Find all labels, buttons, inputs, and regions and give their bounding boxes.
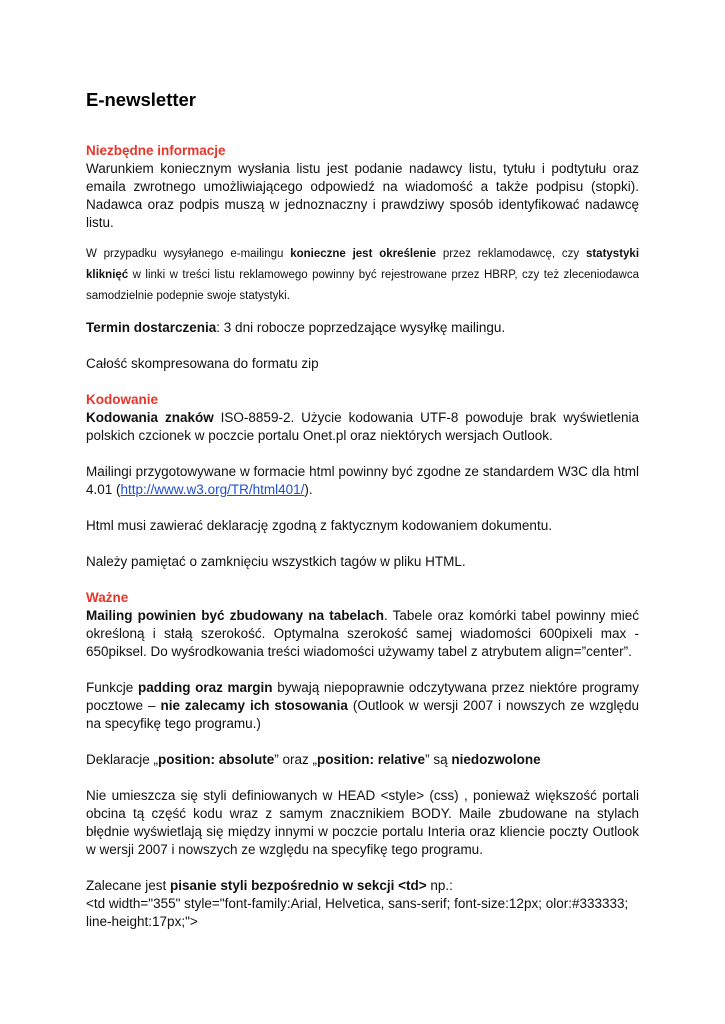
w3c-link[interactable]: http://www.w3.org/TR/html401/	[120, 482, 305, 497]
close-tags-paragraph: Należy pamiętać o zamknięciu wszystkich tagów w pliku HTML.	[86, 554, 466, 569]
declaration-paragraph: Html musi zawierać deklarację zgodną z faktycznym kodowaniem dokumentu.	[86, 518, 552, 533]
zip-paragraph: Całość skompresowana do formatu zip	[86, 356, 319, 371]
encoding-paragraph: Kodowania znaków ISO-8859-2. Użycie kodowania UTF-8 powoduje brak wyświetlenia polskich czcionek w poczcie portalu Onet.pl oraz niektórych wersjach Outlook.	[86, 410, 640, 443]
section-heading-important: Ważne	[86, 590, 129, 605]
section-heading-required-info: Niezbędne informacje	[86, 143, 226, 158]
position-paragraph: Deklaracje „position: absolute” oraz „position: relative” są niedozwolone	[86, 752, 541, 767]
document-page	[86, 88, 639, 931]
w3c-paragraph: Mailingi przygotowywane w formacie html powinny być zgodne ze standardem W3C dla html 4.01 (http://www.w3.org/TR/html401/).	[86, 464, 639, 497]
delivery-term-paragraph: Termin dostarczenia: 3 dni robocze poprzedzające wysyłkę mailingu.	[86, 320, 506, 335]
statistics-paragraph: W przypadku wysyłanego e-mailingu konieczne jest określenie przez reklamodawcę, czy statystyki kliknięć w linki w treści listu reklamowego powinny być rejestrowane przez HBRP, czy też zleceniodawca samodzielnie podepnie swoje statystyki.	[86, 248, 640, 302]
code-example-line-1: <td width="355" style="font-family:Arial, Helvetica, sans-serif; font-size:12px; olor:#333333;	[86, 896, 629, 911]
required-info-paragraph: Warunkiem koniecznym wysłania listu jest podanie nadawcy listu, tytułu i podtytułu oraz emaila zwrotnego umożliwiającego odpowiedź na wiadomość a także podpisu (stopki). Nadawca oraz podpis muszą w jednoznaczny i prawdziwy sposób identyfikować nadawcę listu.	[86, 161, 639, 230]
code-example-line-2: line-height:17px;">	[86, 914, 198, 929]
section-heading-encoding: Kodowanie	[86, 392, 159, 407]
style-head-paragraph: Nie umieszcza się styli definiowanych w HEAD <style> (css) , ponieważ większość portali obcina tą część kodu wraz z samym znacznikiem BODY. Maile zbudowane na stylach błędnie wyświetlają się między innymi w poczcie portalu Interia oraz kliencie poczty Outlook w wersji 2007 i nowszych ze względu na specyfikę tego programu.	[86, 788, 639, 857]
padding-paragraph: Funkcje padding oraz margin bywają niepoprawnie odczytywana przez niektóre programy pocztowe – nie zalecamy ich stosowania (Outlook w wersji 2007 i nowszych ze względu na specyfikę tego programu.)	[86, 680, 640, 731]
inline-style-paragraph: Zalecane jest pisanie styli bezpośrednio w sekcji <td> np.:	[86, 878, 453, 893]
tables-paragraph: Mailing powinien być zbudowany na tabelach. Tabele oraz komórki tabel powinny mieć określoną i stałą szerokość. Optymalna szerokość samej wiadomości 600pixeli max - 650piksel. Do wyśrodkowania treści wiadomości używamy tabel z atrybutem align=”center”.	[86, 608, 639, 659]
page-title: E-newsletter	[86, 89, 197, 110]
